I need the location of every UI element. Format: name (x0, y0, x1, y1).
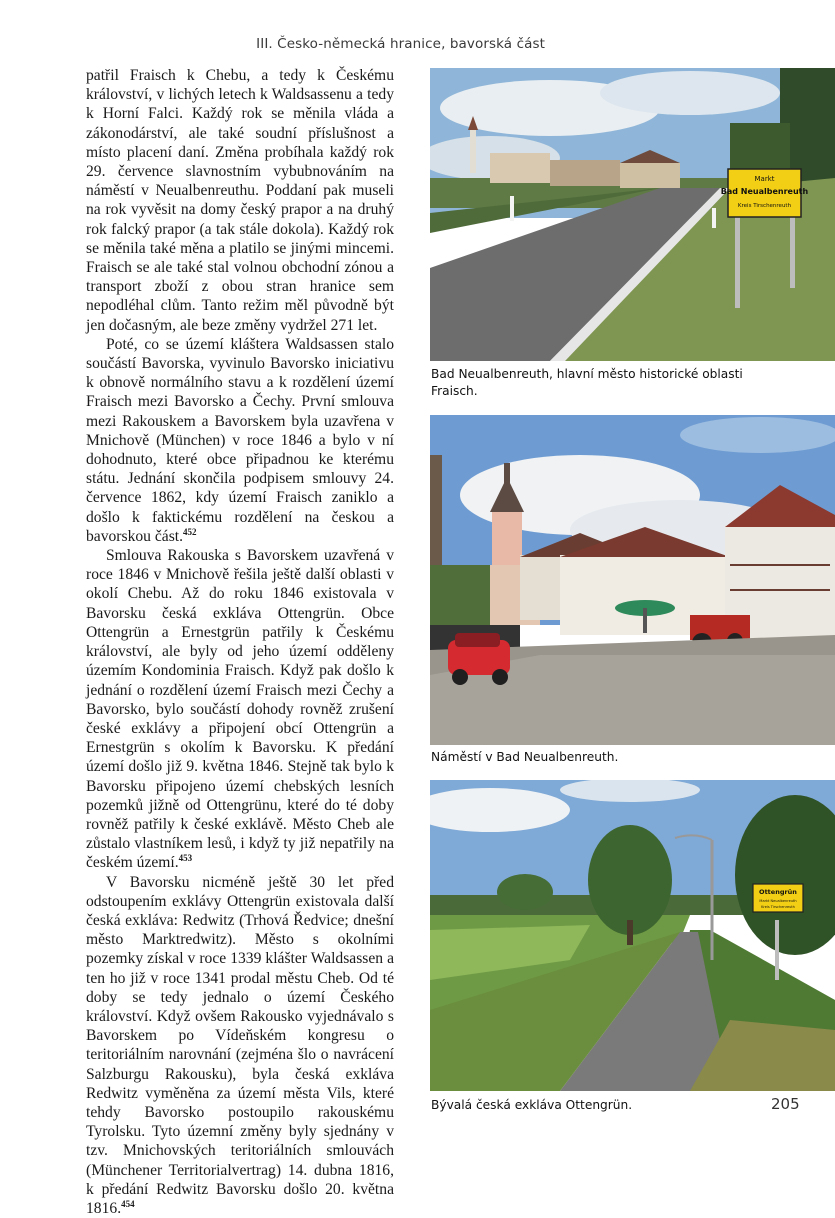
photo-bad-neualbenreuth (430, 68, 835, 361)
sign-text: Kreis Tirschenreuth (761, 905, 795, 909)
paragraph: Poté, co se území kláštera Waldsassen stalo součástí Bavorska, vyvinulo Bavorsko iniciativu k obnově normálního stavu a k rozdělení území Fraisch mezi Bavorsko a Čechy. První smlouva mezi Rakouskem a Bavorskem byla uzavřena v Mnichově (München) v roce 1846 a bylo v ní dohodnuto, které obce připadnou ke kterému státu. Jednání skončila podpisem smlouvy 24. července 1862, kdy území Fraisch zaniklo a došlo k faktickému rozdělení na českou a bavorskou část.$^{452}$ (86, 335, 394, 545)
footnote-ref[interactable]: 452 (183, 526, 197, 537)
photo-ottengrun (430, 780, 835, 1091)
photo-caption: Bývalá česká exkláva Ottengrün. (431, 1098, 633, 1112)
sign-text: Kreis Tirschenreuth (737, 203, 792, 209)
paragraph: Smlouva Rakouska s Bavorskem uzavřená v roce 1846 v Mnichově řešila ještě další oblasti v okolí Chebu. Až do roku 1846 existovala v Bavorsku česká exkláva Ottengrün. Obce Ottengrün a Ernestgrün patřily k Českému království, ale byly od jeho území odděleny územím Kondominia Fraisch. Když pak došlo k jednání o rozdělení území Fraisch mezi Čechy a Bavorsko, bylo součástí dohody rovněž zrušení české exklávy a připojení obcí Ottengrün a Ernestgrün s okolím k Bavorsku. K předání území došlo již 9. května 1846. Stejně tak bylo k Bavorsku připojeno území chebských lesních pozemků jižně od Ottengrünu, které do té doby rovněž patřily k české exklávě. Město Cheb ale zůstalo vlastníkem lesů, i když ty již nepatřily na českém území.$^{453}$ (86, 547, 394, 872)
sign-text: Ottengrün (759, 888, 797, 896)
page-number: 205 (771, 1095, 800, 1113)
paragraph: V Bavorsku nicméně ještě 30 let před odstoupením exklávy Ottengrün existovala další česká exkláva: Redwitz (Trhová Ředvice; dnešní město Marktredwitz). Město s okolními pozemky získal v roce 1339 klášter Waldsassen a ten ho již v roce 1341 prodal městu Cheb. Od té doby se tedy jednalo o území Českého království. Když ovšem Rakousko vyjednávalo s Bavorskem po Vídeňském kongresu o teritoriálním narovnání (zejména šlo o navrácení Salzburgu Rakousku), byla česká exkláva Redwitz vyměněna za území města Vils, které tehdy Bavorsko postoupilo rakouskému Tyrolsku. Tyto územní změny byly sjednány v tzv. Mnichovských teritoriálních smlouvách (Münchener Territorialvertrag) 14. dubna 1816, k předání Redwitz Bavorsku došlo 20. května 1816.$^{454}$ (86, 873, 394, 1217)
photo-caption: Bad Neualbenreuth, hlavní město historické oblasti Fraisch. (431, 367, 743, 398)
sign-text: Bad Neualbenreuth (720, 187, 809, 196)
photo-caption: Náměstí v Bad Neualbenreuth. (431, 750, 619, 764)
footnote-ref[interactable]: 454 (121, 1198, 135, 1209)
photo-town-square (430, 415, 835, 745)
paragraph: patřil Fraisch k Chebu, a tedy k Českému království, v lichých letech k Waldsassenu a tedy k Horní Falci. Každý rok se měnila vláda a zákonodárství, ale také soudní příslušnost a místo placení daní. Změna probíhala každý rok 29. července slavnostním vybubnováním na náměstí v Neualbenreuthu. Poddaní pak museli na rok vyvěsit na domy český prapor a na druhý rok falcký prapor (a tak stále dokola). Každý rok se měnila také měna a platilo se jinými mincemi. Fraisch se ale také stal volnou obchodní zónou a transport zboží z obou stran hranice sem nepodléhal clům. Tanto režim měl původně být jen dočasným, ale beze změny vydržel 271 let. (86, 67, 394, 334)
running-head: III. Česko-německá hranice, bavorská část (256, 36, 545, 52)
body-text (86, 66, 394, 1218)
footnote-ref[interactable]: 453 (178, 853, 193, 864)
sign-text: Markt (754, 175, 775, 183)
sign-text: Markt Neualbenreuth (759, 899, 797, 903)
